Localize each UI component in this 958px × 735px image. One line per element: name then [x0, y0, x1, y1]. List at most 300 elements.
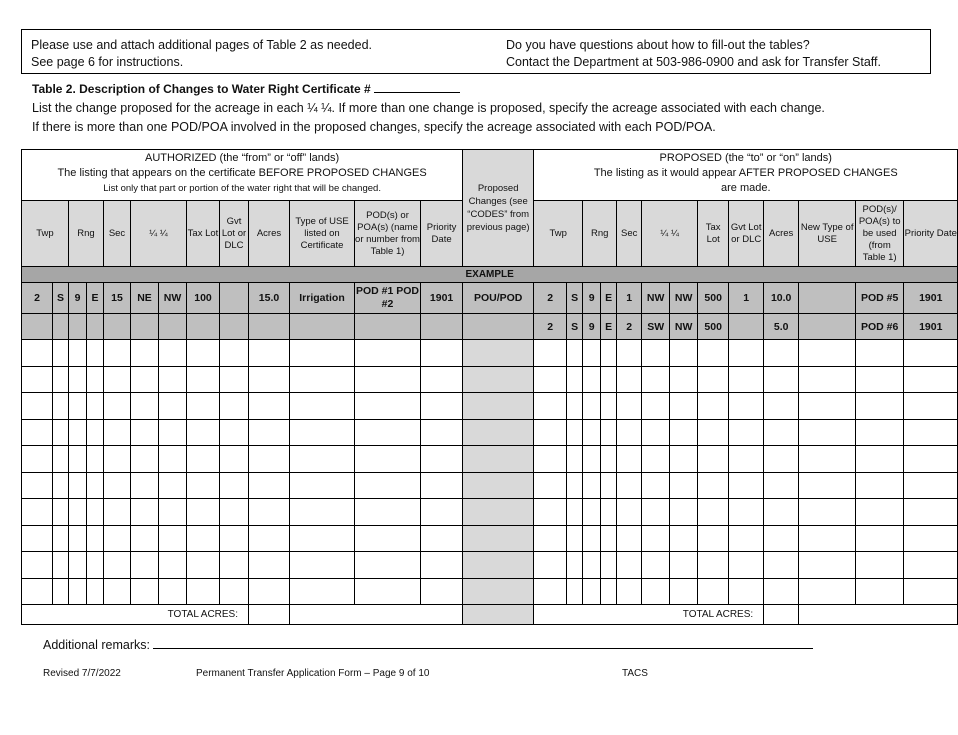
entry-cell[interactable]	[534, 552, 567, 579]
entry-cell[interactable]	[904, 472, 958, 499]
entry-cell[interactable]	[421, 393, 463, 420]
entry-cell[interactable]	[601, 525, 617, 552]
entry-cell[interactable]	[290, 393, 355, 420]
entry-cell[interactable]	[601, 578, 617, 605]
entry-cell[interactable]	[87, 393, 104, 420]
entry-cell[interactable]	[799, 472, 856, 499]
entry-cell[interactable]	[729, 499, 764, 526]
entry-cell[interactable]	[534, 419, 567, 446]
entry-cell[interactable]	[856, 366, 904, 393]
entry-cell[interactable]	[104, 525, 131, 552]
entry-cell[interactable]	[601, 419, 617, 446]
entry-cell[interactable]	[856, 578, 904, 605]
cell: 9	[583, 314, 601, 340]
entry-cell[interactable]	[601, 499, 617, 526]
col-taxlot: Tax Lot	[187, 201, 220, 267]
entry-cell[interactable]	[729, 472, 764, 499]
entry-cell[interactable]	[220, 366, 249, 393]
entry-cell[interactable]	[670, 525, 698, 552]
entry-cell[interactable]	[642, 393, 670, 420]
entry-cell[interactable]	[583, 446, 601, 473]
entry-cell[interactable]	[187, 366, 220, 393]
entry-cell[interactable]	[670, 419, 698, 446]
entry-cell[interactable]	[22, 552, 53, 579]
entry-cell[interactable]	[53, 552, 69, 579]
entry-cell[interactable]	[463, 340, 534, 367]
entry-cell[interactable]	[104, 340, 131, 367]
entry-cell[interactable]	[87, 340, 104, 367]
entry-cell[interactable]	[421, 499, 463, 526]
entry-cell[interactable]	[290, 419, 355, 446]
entry-cell[interactable]	[159, 366, 187, 393]
entry-cell[interactable]	[53, 419, 69, 446]
entry-cell[interactable]	[69, 393, 87, 420]
entry-cell[interactable]	[87, 472, 104, 499]
entry-cell[interactable]	[642, 578, 670, 605]
entry-cell[interactable]	[53, 525, 69, 552]
entry-cell[interactable]	[131, 366, 159, 393]
entry-cell[interactable]	[642, 525, 670, 552]
entry-cell[interactable]	[617, 525, 642, 552]
cell: E	[87, 283, 104, 314]
authorized-title: AUTHORIZED (the “from” or “off” lands)	[145, 152, 340, 164]
entry-cell[interactable]	[69, 552, 87, 579]
entry-cell[interactable]	[799, 393, 856, 420]
cell: 2	[534, 283, 567, 314]
entry-cell[interactable]	[187, 393, 220, 420]
total-acres-input[interactable]	[249, 605, 290, 625]
entry-cell[interactable]	[131, 578, 159, 605]
entry-cell[interactable]	[131, 552, 159, 579]
entry-cell[interactable]	[904, 366, 958, 393]
entry-cell[interactable]	[355, 419, 421, 446]
entry-cell[interactable]	[290, 446, 355, 473]
entry-cell[interactable]	[290, 525, 355, 552]
entry-cell[interactable]	[670, 446, 698, 473]
entry-cell[interactable]	[799, 525, 856, 552]
entry-cell[interactable]	[904, 340, 958, 367]
entry-cell[interactable]	[249, 552, 290, 579]
entry-cell[interactable]	[567, 472, 583, 499]
entry-cell[interactable]	[463, 578, 534, 605]
entry-cell[interactable]	[617, 446, 642, 473]
entry-cell[interactable]	[104, 419, 131, 446]
entry-cell[interactable]	[463, 419, 534, 446]
entry-cell[interactable]	[698, 525, 729, 552]
entry-cell[interactable]	[69, 340, 87, 367]
entry-cell[interactable]	[463, 366, 534, 393]
entry-cell[interactable]	[764, 393, 799, 420]
entry-cell[interactable]	[642, 552, 670, 579]
entry-cell[interactable]	[904, 525, 958, 552]
entry-cell[interactable]	[22, 446, 53, 473]
entry-cell[interactable]	[249, 446, 290, 473]
entry-cell[interactable]	[601, 340, 617, 367]
entry-cell[interactable]	[904, 552, 958, 579]
entry-cell[interactable]	[799, 340, 856, 367]
entry-cell[interactable]	[601, 366, 617, 393]
cell: SW	[642, 314, 670, 340]
entry-cell[interactable]	[583, 340, 601, 367]
entry-cell[interactable]	[53, 366, 69, 393]
entry-cell[interactable]	[904, 419, 958, 446]
entry-cell[interactable]	[249, 366, 290, 393]
entry-cell[interactable]	[583, 472, 601, 499]
entry-cell[interactable]	[764, 525, 799, 552]
entry-cell[interactable]	[764, 366, 799, 393]
entry-cell[interactable]	[53, 393, 69, 420]
entry-cell[interactable]	[220, 419, 249, 446]
entry-cell[interactable]	[799, 578, 856, 605]
entry-cell[interactable]	[698, 499, 729, 526]
col-taxlot-proposed: Tax Lot	[698, 201, 729, 267]
entry-cell[interactable]	[104, 472, 131, 499]
entry-cell[interactable]	[187, 552, 220, 579]
entry-cell[interactable]	[187, 340, 220, 367]
entry-cell[interactable]	[764, 472, 799, 499]
entry-cell[interactable]	[22, 578, 53, 605]
entry-cell[interactable]	[583, 499, 601, 526]
entry-cell[interactable]	[670, 393, 698, 420]
certificate-number-field[interactable]	[374, 82, 460, 93]
entry-cell[interactable]	[698, 472, 729, 499]
entry-cell[interactable]	[617, 366, 642, 393]
entry-cell[interactable]	[355, 499, 421, 526]
entry-cell[interactable]	[69, 419, 87, 446]
entry-cell[interactable]	[617, 472, 642, 499]
entry-cell[interactable]	[53, 446, 69, 473]
entry-cell[interactable]	[904, 393, 958, 420]
footer-code: TACS	[622, 668, 648, 679]
entry-cell[interactable]	[290, 366, 355, 393]
entry-cell[interactable]	[22, 499, 53, 526]
entry-cell[interactable]	[856, 552, 904, 579]
table-row	[22, 366, 958, 393]
entry-cell[interactable]	[601, 393, 617, 420]
entry-cell[interactable]	[698, 366, 729, 393]
authorized-subtitle: The listing that appears on the certificate BEFORE PROPOSED CHANGES	[57, 167, 427, 179]
entry-cell[interactable]	[53, 340, 69, 367]
entry-cell[interactable]	[642, 472, 670, 499]
entry-cell[interactable]	[799, 446, 856, 473]
entry-cell[interactable]	[904, 446, 958, 473]
entry-cell[interactable]	[601, 472, 617, 499]
entry-cell[interactable]	[583, 366, 601, 393]
entry-cell[interactable]	[220, 499, 249, 526]
entry-cell[interactable]	[583, 419, 601, 446]
cell: 1901	[904, 314, 958, 340]
entry-cell[interactable]	[69, 472, 87, 499]
entry-cell[interactable]	[53, 472, 69, 499]
entry-cell[interactable]	[856, 340, 904, 367]
remarks-field[interactable]	[153, 637, 813, 649]
entry-cell[interactable]	[131, 419, 159, 446]
entry-cell[interactable]	[856, 393, 904, 420]
entry-cell[interactable]	[904, 499, 958, 526]
entry-cell[interactable]	[249, 525, 290, 552]
entry-cell[interactable]	[104, 578, 131, 605]
entry-cell[interactable]	[104, 393, 131, 420]
entry-cell[interactable]	[729, 578, 764, 605]
entry-cell[interactable]	[904, 578, 958, 605]
entry-cell[interactable]	[22, 419, 53, 446]
entry-cell[interactable]	[856, 419, 904, 446]
entry-cell[interactable]	[53, 578, 69, 605]
entry-cell[interactable]	[729, 552, 764, 579]
entry-cell[interactable]	[617, 552, 642, 579]
entry-cell[interactable]	[567, 525, 583, 552]
entry-cell[interactable]	[583, 393, 601, 420]
entry-cell[interactable]	[87, 419, 104, 446]
entry-cell[interactable]	[856, 446, 904, 473]
entry-cell[interactable]	[22, 340, 53, 367]
entry-cell[interactable]	[729, 393, 764, 420]
entry-cell[interactable]	[729, 366, 764, 393]
entry-cell[interactable]	[159, 552, 187, 579]
entry-cell[interactable]	[22, 472, 53, 499]
entry-cell[interactable]	[421, 340, 463, 367]
entry-cell[interactable]	[567, 499, 583, 526]
entry-cell[interactable]	[567, 419, 583, 446]
entry-cell[interactable]	[617, 393, 642, 420]
entry-cell[interactable]	[698, 578, 729, 605]
entry-cell[interactable]	[567, 393, 583, 420]
entry-cell[interactable]	[421, 366, 463, 393]
entry-cell[interactable]	[220, 340, 249, 367]
entry-cell[interactable]	[567, 552, 583, 579]
entry-cell[interactable]	[355, 552, 421, 579]
entry-cell[interactable]	[131, 340, 159, 367]
entry-cell[interactable]	[534, 366, 567, 393]
entry-cell[interactable]	[87, 552, 104, 579]
entry-cell[interactable]	[249, 499, 290, 526]
entry-cell[interactable]	[220, 446, 249, 473]
entry-cell[interactable]	[220, 525, 249, 552]
cell: Irrigation	[290, 283, 355, 314]
entry-cell[interactable]	[567, 578, 583, 605]
entry-cell[interactable]	[583, 525, 601, 552]
instruction-line-2: If there is more than one POD/POA involved in the proposed changes, specify the acreage associated with each POD/POA.	[32, 120, 716, 134]
entry-cell[interactable]	[642, 340, 670, 367]
entry-cell[interactable]	[249, 578, 290, 605]
entry-cell[interactable]	[567, 340, 583, 367]
entry-cell[interactable]	[642, 419, 670, 446]
entry-cell[interactable]	[53, 499, 69, 526]
entry-cell[interactable]	[670, 578, 698, 605]
table-row	[22, 525, 958, 552]
entry-cell[interactable]	[159, 578, 187, 605]
entry-cell[interactable]	[567, 366, 583, 393]
cell: 10.0	[764, 283, 799, 314]
entry-cell[interactable]	[670, 499, 698, 526]
entry-cell[interactable]	[799, 499, 856, 526]
entry-cell[interactable]	[187, 472, 220, 499]
entry-cell[interactable]	[698, 446, 729, 473]
entry-cell[interactable]	[187, 578, 220, 605]
entry-cell[interactable]	[764, 578, 799, 605]
entry-cell[interactable]	[534, 472, 567, 499]
entry-cell[interactable]	[642, 446, 670, 473]
entry-cell[interactable]	[583, 552, 601, 579]
cell	[220, 283, 249, 314]
entry-cell[interactable]	[131, 525, 159, 552]
entry-cell[interactable]	[290, 340, 355, 367]
entry-cell[interactable]	[87, 446, 104, 473]
entry-cell[interactable]	[698, 552, 729, 579]
entry-cell[interactable]	[670, 472, 698, 499]
entry-cell[interactable]	[220, 552, 249, 579]
entry-cell[interactable]	[131, 393, 159, 420]
entry-cell[interactable]	[764, 552, 799, 579]
entry-cell[interactable]	[69, 525, 87, 552]
entry-cell[interactable]	[104, 499, 131, 526]
entry-cell[interactable]	[617, 419, 642, 446]
total-row	[22, 605, 958, 625]
entry-cell[interactable]	[729, 446, 764, 473]
entry-cell[interactable]	[617, 578, 642, 605]
entry-cell[interactable]	[159, 499, 187, 526]
entry-cell[interactable]	[856, 472, 904, 499]
entry-cell[interactable]	[421, 419, 463, 446]
total-acres-label-proposed: TOTAL ACRES:	[534, 605, 764, 625]
entry-cell[interactable]	[534, 393, 567, 420]
entry-cell[interactable]	[22, 366, 53, 393]
entry-cell[interactable]	[131, 446, 159, 473]
entry-cell[interactable]	[290, 472, 355, 499]
entry-cell[interactable]	[220, 393, 249, 420]
entry-cell[interactable]	[534, 578, 567, 605]
entry-cell[interactable]	[799, 366, 856, 393]
entry-cell[interactable]	[69, 366, 87, 393]
entry-cell[interactable]	[69, 499, 87, 526]
entry-cell[interactable]	[159, 340, 187, 367]
entry-cell[interactable]	[729, 525, 764, 552]
entry-cell[interactable]	[187, 525, 220, 552]
cell: 1901	[421, 283, 463, 314]
col-twp-proposed: Twp	[534, 201, 583, 267]
entry-cell[interactable]	[249, 419, 290, 446]
entry-cell[interactable]	[534, 340, 567, 367]
entry-cell[interactable]	[187, 499, 220, 526]
cell: 15.0	[249, 283, 290, 314]
entry-cell[interactable]	[421, 472, 463, 499]
entry-cell[interactable]	[355, 525, 421, 552]
entry-cell[interactable]	[670, 340, 698, 367]
entry-cell[interactable]	[583, 578, 601, 605]
entry-cell[interactable]	[698, 419, 729, 446]
entry-cell[interactable]	[249, 340, 290, 367]
entry-cell[interactable]	[355, 340, 421, 367]
entry-cell[interactable]	[159, 419, 187, 446]
cell: 500	[698, 283, 729, 314]
entry-cell[interactable]	[729, 419, 764, 446]
entry-cell[interactable]	[87, 366, 104, 393]
entry-cell[interactable]	[87, 525, 104, 552]
entry-cell[interactable]	[764, 446, 799, 473]
entry-cell[interactable]	[421, 552, 463, 579]
cell: S	[567, 283, 583, 314]
entry-cell[interactable]	[159, 472, 187, 499]
entry-cell[interactable]	[22, 393, 53, 420]
entry-cell[interactable]	[617, 499, 642, 526]
entry-cell[interactable]	[290, 552, 355, 579]
entry-cell[interactable]	[764, 499, 799, 526]
entry-cell[interactable]	[421, 578, 463, 605]
entry-cell[interactable]	[87, 578, 104, 605]
entry-cell[interactable]	[534, 499, 567, 526]
entry-cell[interactable]	[534, 446, 567, 473]
entry-cell[interactable]	[421, 525, 463, 552]
entry-cell[interactable]	[601, 552, 617, 579]
entry-cell[interactable]	[617, 340, 642, 367]
entry-cell[interactable]	[131, 499, 159, 526]
entry-cell[interactable]	[670, 552, 698, 579]
entry-cell[interactable]	[290, 499, 355, 526]
entry-cell[interactable]	[355, 446, 421, 473]
entry-cell[interactable]	[856, 499, 904, 526]
entry-cell[interactable]	[463, 472, 534, 499]
entry-cell[interactable]	[567, 446, 583, 473]
entry-cell[interactable]	[220, 578, 249, 605]
authorized-header	[22, 150, 463, 201]
entry-cell[interactable]	[698, 340, 729, 367]
entry-cell[interactable]	[355, 393, 421, 420]
entry-cell[interactable]	[187, 446, 220, 473]
entry-cell[interactable]	[729, 340, 764, 367]
entry-cell[interactable]	[799, 552, 856, 579]
entry-cell[interactable]	[249, 393, 290, 420]
entry-cell[interactable]	[104, 366, 131, 393]
cell: NE	[131, 283, 159, 314]
entry-cell[interactable]	[463, 552, 534, 579]
entry-cell[interactable]	[104, 446, 131, 473]
entry-cell[interactable]	[220, 472, 249, 499]
entry-cell[interactable]	[249, 472, 290, 499]
entry-cell[interactable]	[187, 419, 220, 446]
entry-cell[interactable]	[601, 446, 617, 473]
entry-cell[interactable]	[290, 578, 355, 605]
entry-cell[interactable]	[421, 446, 463, 473]
entry-cell[interactable]	[463, 446, 534, 473]
entry-cell[interactable]	[104, 552, 131, 579]
entry-cell[interactable]	[463, 499, 534, 526]
entry-cell[interactable]	[642, 499, 670, 526]
entry-cell[interactable]	[355, 366, 421, 393]
entry-cell[interactable]	[463, 393, 534, 420]
entry-cell[interactable]	[159, 446, 187, 473]
entry-cell[interactable]	[799, 419, 856, 446]
entry-cell[interactable]	[670, 366, 698, 393]
entry-cell[interactable]	[764, 419, 799, 446]
entry-cell[interactable]	[355, 578, 421, 605]
total-acres-input-proposed[interactable]	[764, 605, 799, 625]
entry-cell[interactable]	[69, 446, 87, 473]
entry-cell[interactable]	[534, 525, 567, 552]
entry-cell[interactable]	[698, 393, 729, 420]
entry-cell[interactable]	[159, 525, 187, 552]
attach-pages-note: Please use and attach additional pages of Table 2 as needed.	[31, 38, 373, 52]
entry-cell[interactable]	[764, 340, 799, 367]
entry-cell[interactable]	[87, 499, 104, 526]
entry-cell[interactable]	[22, 525, 53, 552]
entry-cell[interactable]	[69, 578, 87, 605]
entry-cell[interactable]	[159, 393, 187, 420]
entry-cell[interactable]	[463, 525, 534, 552]
entry-cell[interactable]	[642, 366, 670, 393]
entry-cell[interactable]	[131, 472, 159, 499]
entry-cell[interactable]	[355, 472, 421, 499]
entry-cell[interactable]	[856, 525, 904, 552]
